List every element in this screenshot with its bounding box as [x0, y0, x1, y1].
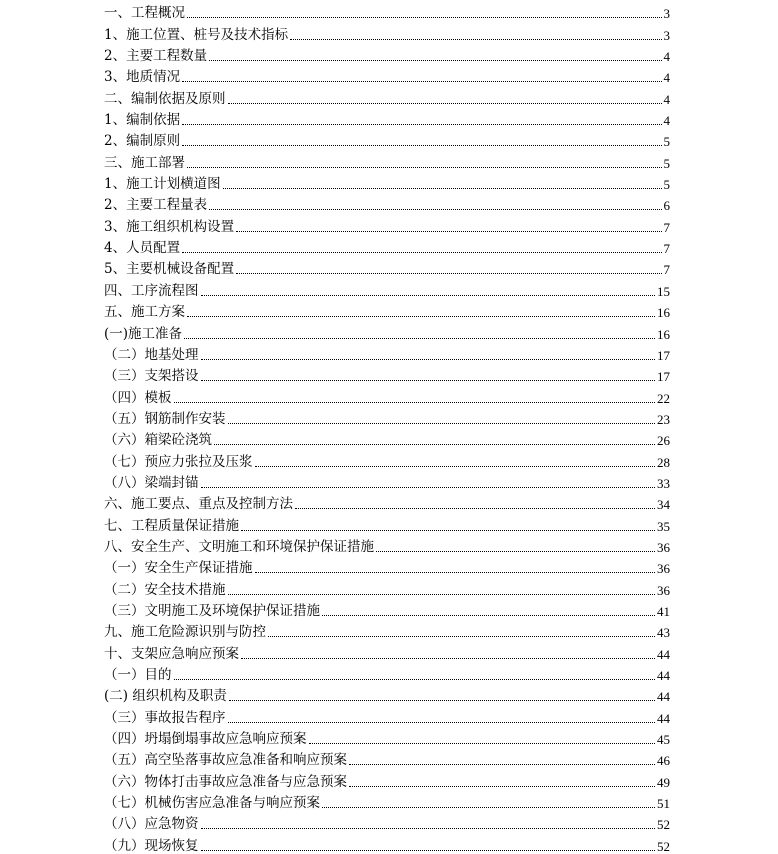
dot-leader	[322, 806, 655, 808]
toc-entry-title: （四）坍塌倒塌事故应急响应预案	[104, 731, 307, 748]
toc-entry-page-number: 4	[663, 70, 670, 86]
toc-entry-page-number: 5	[663, 155, 670, 171]
toc-entry-page-number: 36	[657, 582, 670, 598]
dot-leader	[182, 80, 661, 82]
toc-entry-title: （四）模板	[104, 389, 172, 406]
toc-entry-title: 五、施工方案	[104, 304, 185, 321]
toc-entry-title: 2、主要工程数量	[104, 48, 208, 65]
dot-leader	[187, 315, 655, 317]
toc-entry[interactable]	[104, 448, 670, 469]
toc-entry-page-number: 41	[657, 603, 670, 619]
toc-entry-page-number: 3	[663, 6, 670, 22]
dot-leader	[201, 294, 656, 296]
toc-entry[interactable]	[104, 491, 670, 512]
toc-entry-page-number: 44	[657, 668, 670, 683]
dot-leader	[182, 144, 661, 146]
toc-entry-page-number: 44	[657, 646, 670, 662]
toc-entry[interactable]	[104, 683, 670, 704]
toc-entry[interactable]	[104, 342, 670, 363]
toc-entry-page-number: 5	[663, 134, 670, 150]
toc-entry-page-number: 7	[663, 219, 670, 235]
toc-entry[interactable]	[104, 21, 670, 42]
dot-leader	[223, 187, 662, 189]
toc-entry-page-number: 4	[663, 49, 670, 65]
toc-entry-title: 四、工序流程图	[104, 282, 199, 299]
dot-leader	[309, 742, 656, 744]
toc-entry[interactable]	[104, 64, 670, 85]
toc-entry[interactable]	[104, 213, 670, 234]
toc-entry-title: 六、施工要点、重点及控制方法	[104, 496, 293, 513]
dot-leader	[184, 337, 655, 339]
dot-leader	[209, 59, 661, 61]
toc-entry[interactable]	[104, 235, 670, 256]
dot-leader	[322, 614, 655, 616]
toc-entry[interactable]	[104, 320, 670, 341]
toc-entry-page-number: 52	[657, 838, 670, 854]
toc-entry[interactable]	[104, 0, 670, 21]
toc-entry[interactable]	[104, 128, 670, 149]
dot-leader	[228, 422, 656, 424]
toc-entry[interactable]	[104, 726, 670, 747]
toc-entry-title: 4、人员配置	[104, 240, 181, 257]
toc-entry-title: 十、支架应急响应预案	[104, 645, 239, 662]
toc-entry-title: 1、施工计划横道图	[104, 176, 221, 193]
dot-leader	[241, 657, 655, 659]
dot-leader	[201, 379, 656, 381]
toc-entry-page-number: 23	[657, 411, 670, 427]
dot-leader	[236, 272, 661, 274]
toc-entry-page-number: 4	[663, 91, 670, 107]
toc-entry[interactable]	[104, 704, 670, 725]
toc-entry-page-number: 16	[657, 305, 670, 321]
toc-entry-page-number: 17	[657, 369, 670, 385]
toc-entry-title: （八）梁端封锚	[104, 474, 199, 491]
dot-leader	[228, 593, 656, 595]
toc-entry[interactable]	[104, 768, 670, 789]
toc-entry-title: (二) 组织机构及职责	[104, 688, 227, 705]
toc-entry-title: （五）高空坠落事故应急准备和响应预案	[104, 752, 347, 769]
toc-entry-page-number: 51	[657, 796, 670, 812]
dot-leader	[201, 827, 656, 829]
toc-entry[interactable]	[104, 534, 670, 555]
toc-entry-title: （三）事故报告程序	[104, 709, 226, 726]
toc-entry[interactable]	[104, 747, 670, 768]
toc-entry-page-number: 33	[657, 475, 670, 491]
toc-entry-title: （二）安全技术措施	[104, 581, 226, 598]
toc-entry-title: （九）现场恢复	[104, 837, 199, 854]
toc-entry[interactable]	[104, 406, 670, 427]
toc-entry-title: （七）预应力张拉及压浆	[104, 453, 253, 470]
toc-entry[interactable]	[104, 85, 670, 106]
table-of-contents	[104, 0, 670, 854]
toc-entry-title: 七、工程质量保证措施	[104, 517, 239, 534]
toc-entry-title: 三、施工部署	[104, 154, 185, 171]
dot-leader	[174, 678, 656, 680]
toc-entry[interactable]	[104, 384, 670, 405]
toc-entry[interactable]	[104, 832, 670, 853]
dot-leader	[241, 529, 655, 531]
toc-entry[interactable]	[104, 427, 670, 448]
toc-entry[interactable]	[104, 555, 670, 576]
toc-entry-page-number: 17	[657, 347, 670, 363]
toc-entry-page-number: 7	[663, 262, 670, 278]
dot-leader	[201, 849, 656, 851]
toc-entry-page-number: 26	[657, 433, 670, 449]
toc-entry-title: 3、地质情况	[104, 69, 181, 86]
toc-entry-title: （六）箱梁砼浇筑	[104, 432, 212, 449]
toc-entry-title: 2、编制原则	[104, 133, 181, 150]
toc-entry[interactable]	[104, 640, 670, 661]
dot-leader	[376, 550, 655, 552]
toc-entry-page-number: 34	[657, 497, 670, 513]
dot-leader	[236, 230, 661, 232]
toc-entry-page-number: 35	[657, 518, 670, 534]
toc-entry[interactable]	[104, 598, 670, 619]
toc-entry[interactable]	[104, 43, 670, 64]
toc-entry[interactable]	[104, 790, 670, 811]
toc-entry[interactable]	[104, 619, 670, 640]
dot-leader	[255, 571, 656, 573]
toc-entry-page-number: 52	[657, 817, 670, 833]
dot-leader	[182, 251, 661, 253]
toc-entry-page-number: 3	[663, 27, 670, 43]
toc-entry-title: 1、编制依据	[104, 112, 181, 129]
dot-leader	[174, 401, 656, 403]
toc-entry-title: 1、施工位置、桩号及技术指标	[104, 26, 289, 43]
toc-entry-title: (一)施工准备	[104, 325, 183, 342]
toc-entry-page-number: 36	[657, 561, 670, 577]
toc-entry[interactable]	[104, 107, 670, 128]
dot-leader	[290, 38, 661, 40]
toc-entry-title: 二、编制依据及原则	[104, 90, 226, 107]
toc-entry-title: （七）机械伤害应急准备与响应预案	[104, 795, 320, 812]
toc-entry[interactable]	[104, 363, 670, 384]
toc-entry-page-number: 44	[657, 710, 670, 726]
toc-entry-page-number: 44	[657, 689, 670, 705]
toc-entry-page-number: 36	[657, 539, 670, 555]
toc-entry[interactable]	[104, 149, 670, 170]
toc-entry-title: 八、安全生产、文明施工和环境保护保证措施	[104, 538, 374, 555]
dot-leader	[228, 721, 656, 723]
dot-leader	[182, 123, 661, 125]
toc-entry[interactable]	[104, 192, 670, 213]
dot-leader	[187, 166, 662, 168]
toc-entry-page-number: 28	[657, 454, 670, 470]
dot-leader	[187, 16, 662, 18]
toc-entry-title: 九、施工危险源识别与防控	[104, 624, 266, 641]
toc-entry-page-number: 16	[657, 326, 670, 342]
toc-entry-title: （三）支架搭设	[104, 368, 199, 385]
toc-entry-page-number: 7	[663, 241, 670, 257]
toc-entry-title: 3、施工组织机构设置	[104, 218, 235, 235]
toc-entry-title: （八）应急物资	[104, 816, 199, 833]
toc-entry-title: 5、主要机械设备配置	[104, 261, 235, 278]
toc-entry[interactable]	[104, 277, 670, 298]
toc-entry[interactable]	[104, 576, 670, 597]
toc-entry-title: （一）安全生产保证措施	[104, 560, 253, 577]
toc-entry-page-number: 43	[657, 625, 670, 641]
toc-entry-page-number: 6	[663, 198, 670, 214]
dot-leader	[229, 699, 655, 701]
dot-leader	[295, 507, 655, 509]
dot-leader	[214, 443, 655, 445]
toc-entry[interactable]	[104, 662, 670, 683]
toc-entry-title: 一、工程概况	[104, 5, 185, 22]
toc-entry-title: （二）地基处理	[104, 346, 199, 363]
dot-leader	[349, 785, 655, 787]
toc-entry[interactable]	[104, 512, 670, 533]
toc-entry-page-number: 15	[657, 283, 670, 299]
toc-entry-page-number: 45	[657, 732, 670, 748]
dot-leader	[209, 208, 661, 210]
dot-leader	[228, 102, 662, 104]
dot-leader	[201, 358, 656, 360]
toc-entry-page-number: 5	[663, 177, 670, 193]
toc-entry-title: （三）文明施工及环境保护保证措施	[104, 602, 320, 619]
toc-entry[interactable]	[104, 256, 670, 277]
dot-leader	[201, 486, 656, 488]
toc-entry-page-number: 49	[657, 774, 670, 790]
toc-entry[interactable]	[104, 171, 670, 192]
toc-entry-page-number: 46	[657, 753, 670, 769]
toc-entry[interactable]	[104, 299, 670, 320]
dot-leader	[349, 763, 655, 765]
dot-leader	[268, 635, 655, 637]
dot-leader	[255, 465, 656, 467]
toc-entry-title: （五）钢筋制作安装	[104, 410, 226, 427]
toc-entry-page-number: 4	[663, 113, 670, 129]
toc-entry-title: 2、主要工程量表	[104, 197, 208, 214]
toc-entry[interactable]	[104, 470, 670, 491]
toc-entry-title: （一）目的	[104, 667, 172, 683]
toc-entry[interactable]	[104, 811, 670, 832]
toc-entry-title: （六）物体打击事故应急准备与应急预案	[104, 773, 347, 790]
toc-entry-page-number: 22	[657, 390, 670, 406]
